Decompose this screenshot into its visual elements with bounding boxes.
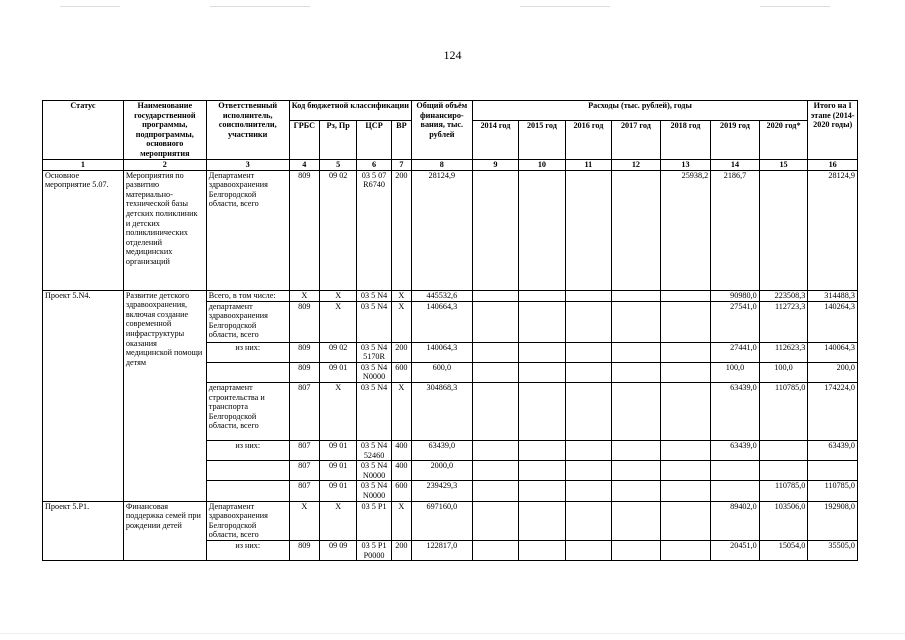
row-executor: из них: <box>206 342 289 362</box>
row-stage-total: 174224,0 <box>808 382 858 440</box>
row-status: Проект 5.N4. <box>43 290 124 501</box>
row-y2018 <box>660 501 711 540</box>
row-y2017 <box>612 301 661 342</box>
header-csr: ЦСР <box>357 121 391 160</box>
row-y2016 <box>565 481 612 501</box>
row-total: 140664,3 <box>412 301 473 342</box>
row-total: 697160,0 <box>412 501 473 540</box>
row-y2015 <box>519 290 566 301</box>
row-grbs: 807 <box>289 461 319 481</box>
row-y2020: 110785,0 <box>759 481 808 501</box>
col-number: 2 <box>123 160 206 171</box>
row-vr: 600 <box>391 481 411 501</box>
row-y2018 <box>660 461 711 481</box>
col-number: 11 <box>565 160 612 171</box>
row-grbs: 807 <box>289 440 319 460</box>
row-total: 2000,0 <box>412 461 473 481</box>
header-expenses: Расходы (тыс. рублей), годы <box>472 101 808 121</box>
col-number: 4 <box>289 160 319 171</box>
row-y2014 <box>472 362 519 382</box>
header-year: 2017 год <box>612 121 661 160</box>
col-number: 15 <box>759 160 808 171</box>
row-y2018 <box>660 481 711 501</box>
row-y2020: 223508,3 <box>759 290 808 301</box>
row-status: Проект 5.P1. <box>43 501 124 561</box>
row-y2014 <box>472 290 519 301</box>
row-csr: 03 5 N4 <box>357 382 391 440</box>
row-csr: 03 5 P1 <box>357 501 391 540</box>
row-y2016 <box>565 382 612 440</box>
row-y2018 <box>660 382 711 440</box>
row-total: 600,0 <box>412 362 473 382</box>
row-grbs: 807 <box>289 382 319 440</box>
row-y2016 <box>565 540 612 560</box>
row-vr: X <box>391 501 411 540</box>
scan-bottom-edge <box>0 633 905 634</box>
row-csr: 03 5 P1 P0000 <box>357 540 391 560</box>
row-y2019: 89402,0 <box>711 501 760 540</box>
row-y2019: 90980,0 <box>711 290 760 301</box>
row-rzpr: 09 01 <box>319 481 356 501</box>
scan-artifact-line <box>760 6 830 7</box>
row-grbs: 809 <box>289 301 319 342</box>
row-grbs: 809 <box>289 540 319 560</box>
row-y2017 <box>612 461 661 481</box>
col-number: 3 <box>206 160 289 171</box>
column-number-row <box>43 160 858 171</box>
row-y2015 <box>519 481 566 501</box>
row-vr: X <box>391 301 411 342</box>
budget-table <box>42 100 858 561</box>
row-y2020 <box>759 440 808 460</box>
header-budget-code: Код бюджетной классификации <box>289 101 411 121</box>
row-vr: X <box>391 290 411 301</box>
row-name: Финансовая поддержка семей при рождении детей <box>123 501 206 561</box>
row-y2016 <box>565 170 612 290</box>
row-y2015 <box>519 170 566 290</box>
row-grbs: 809 <box>289 342 319 362</box>
row-vr: 400 <box>391 440 411 460</box>
row-name: Развитие детского здравоохранения, включая создание современной инфраструктуры оказания медицинской помощи детям <box>123 290 206 501</box>
row-y2015 <box>519 382 566 440</box>
row-y2018 <box>660 301 711 342</box>
row-total: 28124,9 <box>412 170 473 290</box>
row-rzpr: X <box>319 382 356 440</box>
row-y2019: 27541,0 <box>711 301 760 342</box>
row-stage-total: 314488,3 <box>808 290 858 301</box>
row-grbs: 809 <box>289 362 319 382</box>
scan-artifact-line <box>520 6 610 7</box>
row-rzpr: 09 09 <box>319 540 356 560</box>
row-y2017 <box>612 481 661 501</box>
row-y2017 <box>612 382 661 440</box>
row-rzpr: X <box>319 501 356 540</box>
header-rzpr: Рз, Пр <box>319 121 356 160</box>
row-y2016 <box>565 440 612 460</box>
col-number: 5 <box>319 160 356 171</box>
row-vr: 200 <box>391 342 411 362</box>
row-vr: X <box>391 382 411 440</box>
header-total-volume: Общий объём финансиро-вания, тыс. рублей <box>412 101 473 160</box>
row-y2017 <box>612 362 661 382</box>
row-vr: 400 <box>391 461 411 481</box>
row-vr: 200 <box>391 170 411 290</box>
row-y2014 <box>472 461 519 481</box>
row-y2018 <box>660 362 711 382</box>
row-executor <box>206 461 289 481</box>
row-y2019: 63439,0 <box>711 382 760 440</box>
row-total: 122817,0 <box>412 540 473 560</box>
col-number: 14 <box>711 160 760 171</box>
row-y2014 <box>472 440 519 460</box>
row-y2015 <box>519 440 566 460</box>
row-status: Основное мероприятие 5.07. <box>43 170 124 290</box>
row-rzpr: 09 02 <box>319 170 356 290</box>
row-csr: 03 5 N4 <box>357 290 391 301</box>
row-stage-total: 192908,0 <box>808 501 858 540</box>
row-csr: 03 5 N4 5170R <box>357 342 391 362</box>
row-y2014 <box>472 501 519 540</box>
row-y2017 <box>612 342 661 362</box>
row-rzpr: 09 02 <box>319 342 356 362</box>
page-number: 124 <box>443 48 462 62</box>
row-executor: департамент строительства и транспорта Белгородской области, всего <box>206 382 289 440</box>
row-grbs: 807 <box>289 481 319 501</box>
row-y2020: 15054,0 <box>759 540 808 560</box>
row-y2017 <box>612 290 661 301</box>
row-y2019: 100,0 <box>711 362 760 382</box>
row-executor: Департамент здравоохранения Белгородской области, всего <box>206 170 289 290</box>
row-y2020: 110785,0 <box>759 382 808 440</box>
row-total: 239429,3 <box>412 481 473 501</box>
row-executor: Департамент здравоохранения Белгородской области, всего <box>206 501 289 540</box>
row-y2020: 103506,0 <box>759 501 808 540</box>
row-csr: 03 5 N4 N0000 <box>357 481 391 501</box>
row-csr: 03 5 N4 N0000 <box>357 461 391 481</box>
row-rzpr: 09 01 <box>319 362 356 382</box>
row-y2015 <box>519 342 566 362</box>
row-csr: 03 5 N4 52460 <box>357 440 391 460</box>
header-year: 2019 год <box>711 121 760 160</box>
row-y2014 <box>472 342 519 362</box>
row-y2020 <box>759 170 808 290</box>
row-y2014 <box>472 170 519 290</box>
table-row <box>43 170 858 290</box>
row-executor <box>206 362 289 382</box>
row-total: 445532,6 <box>412 290 473 301</box>
row-y2020 <box>759 461 808 481</box>
row-y2016 <box>565 301 612 342</box>
row-stage-total <box>808 461 858 481</box>
row-executor: из них: <box>206 540 289 560</box>
row-stage-total: 140264,3 <box>808 301 858 342</box>
row-executor <box>206 481 289 501</box>
col-number: 10 <box>519 160 566 171</box>
header-vr: ВР <box>391 121 411 160</box>
row-y2020: 112723,3 <box>759 301 808 342</box>
table-row <box>43 290 858 301</box>
row-y2015 <box>519 301 566 342</box>
row-y2016 <box>565 461 612 481</box>
col-number: 16 <box>808 160 858 171</box>
row-y2018: 25938,2 <box>660 170 711 290</box>
row-y2019: 2186,7 <box>711 170 760 290</box>
row-y2014 <box>472 540 519 560</box>
row-csr: 03 5 07 R6740 <box>357 170 391 290</box>
col-number: 1 <box>43 160 124 171</box>
row-y2018 <box>660 440 711 460</box>
header-name: Наименование государственной программы, подпрограммы, основного мероприятия <box>123 101 206 160</box>
row-y2019 <box>711 481 760 501</box>
row-rzpr: 09 01 <box>319 461 356 481</box>
scan-artifact-line <box>210 6 310 7</box>
row-stage-total: 110785,0 <box>808 481 858 501</box>
row-y2017 <box>612 540 661 560</box>
row-y2014 <box>472 481 519 501</box>
header-year: 2014 год <box>472 121 519 160</box>
col-number: 8 <box>412 160 473 171</box>
row-y2018 <box>660 290 711 301</box>
row-y2015 <box>519 540 566 560</box>
row-y2017 <box>612 501 661 540</box>
header-grbs: ГРБС <box>289 121 319 160</box>
header-year: 2016 год <box>565 121 612 160</box>
row-csr: 03 5 N4 N0000 <box>357 362 391 382</box>
row-stage-total: 35505,0 <box>808 540 858 560</box>
row-vr: 200 <box>391 540 411 560</box>
header-status: Статус <box>43 101 124 160</box>
row-y2015 <box>519 501 566 540</box>
row-y2020: 100,0 <box>759 362 808 382</box>
row-grbs: 809 <box>289 170 319 290</box>
row-stage-total: 63439,0 <box>808 440 858 460</box>
row-csr: 03 5 N4 <box>357 301 391 342</box>
row-y2016 <box>565 362 612 382</box>
row-y2018 <box>660 540 711 560</box>
row-grbs: X <box>289 501 319 540</box>
row-grbs: X <box>289 290 319 301</box>
row-executor: Всего, в том числе: <box>206 290 289 301</box>
header-stage-total: Итого на I этапе (2014-2020 годы) <box>808 101 858 160</box>
col-number: 9 <box>472 160 519 171</box>
row-rzpr: X <box>319 290 356 301</box>
row-executor: из них: <box>206 440 289 460</box>
row-y2018 <box>660 342 711 362</box>
row-y2016 <box>565 342 612 362</box>
col-number: 7 <box>391 160 411 171</box>
row-y2019 <box>711 461 760 481</box>
row-rzpr: 09 01 <box>319 440 356 460</box>
row-y2019: 20451,0 <box>711 540 760 560</box>
header-year: 2018 год <box>660 121 711 160</box>
row-total: 140064,3 <box>412 342 473 362</box>
row-y2016 <box>565 290 612 301</box>
row-y2015 <box>519 362 566 382</box>
row-y2020: 112623,3 <box>759 342 808 362</box>
scan-artifact-line <box>60 6 120 7</box>
row-vr: 600 <box>391 362 411 382</box>
header-year: 2020 год* <box>759 121 808 160</box>
row-stage-total: 200,0 <box>808 362 858 382</box>
row-y2014 <box>472 301 519 342</box>
row-y2019: 27441,0 <box>711 342 760 362</box>
row-stage-total: 140064,3 <box>808 342 858 362</box>
row-y2015 <box>519 461 566 481</box>
col-number: 13 <box>660 160 711 171</box>
row-rzpr: X <box>319 301 356 342</box>
row-total: 304868,3 <box>412 382 473 440</box>
header-executor: Ответственный исполнитель, соисполнители, участники <box>206 101 289 160</box>
col-number: 12 <box>612 160 661 171</box>
row-y2017 <box>612 440 661 460</box>
row-y2017 <box>612 170 661 290</box>
header-year: 2015 год <box>519 121 566 160</box>
row-y2019: 63439,0 <box>711 440 760 460</box>
row-stage-total: 28124,9 <box>808 170 858 290</box>
col-number: 6 <box>357 160 391 171</box>
row-name: Мероприятия по развитию материально-технической базы детских поликлиник и детских поликлинических отделений медицинских организаций <box>123 170 206 290</box>
row-executor: департамент здравоохранения Белгородской области, всего <box>206 301 289 342</box>
row-y2016 <box>565 501 612 540</box>
row-y2014 <box>472 382 519 440</box>
table-row <box>43 501 858 540</box>
row-total: 63439,0 <box>412 440 473 460</box>
